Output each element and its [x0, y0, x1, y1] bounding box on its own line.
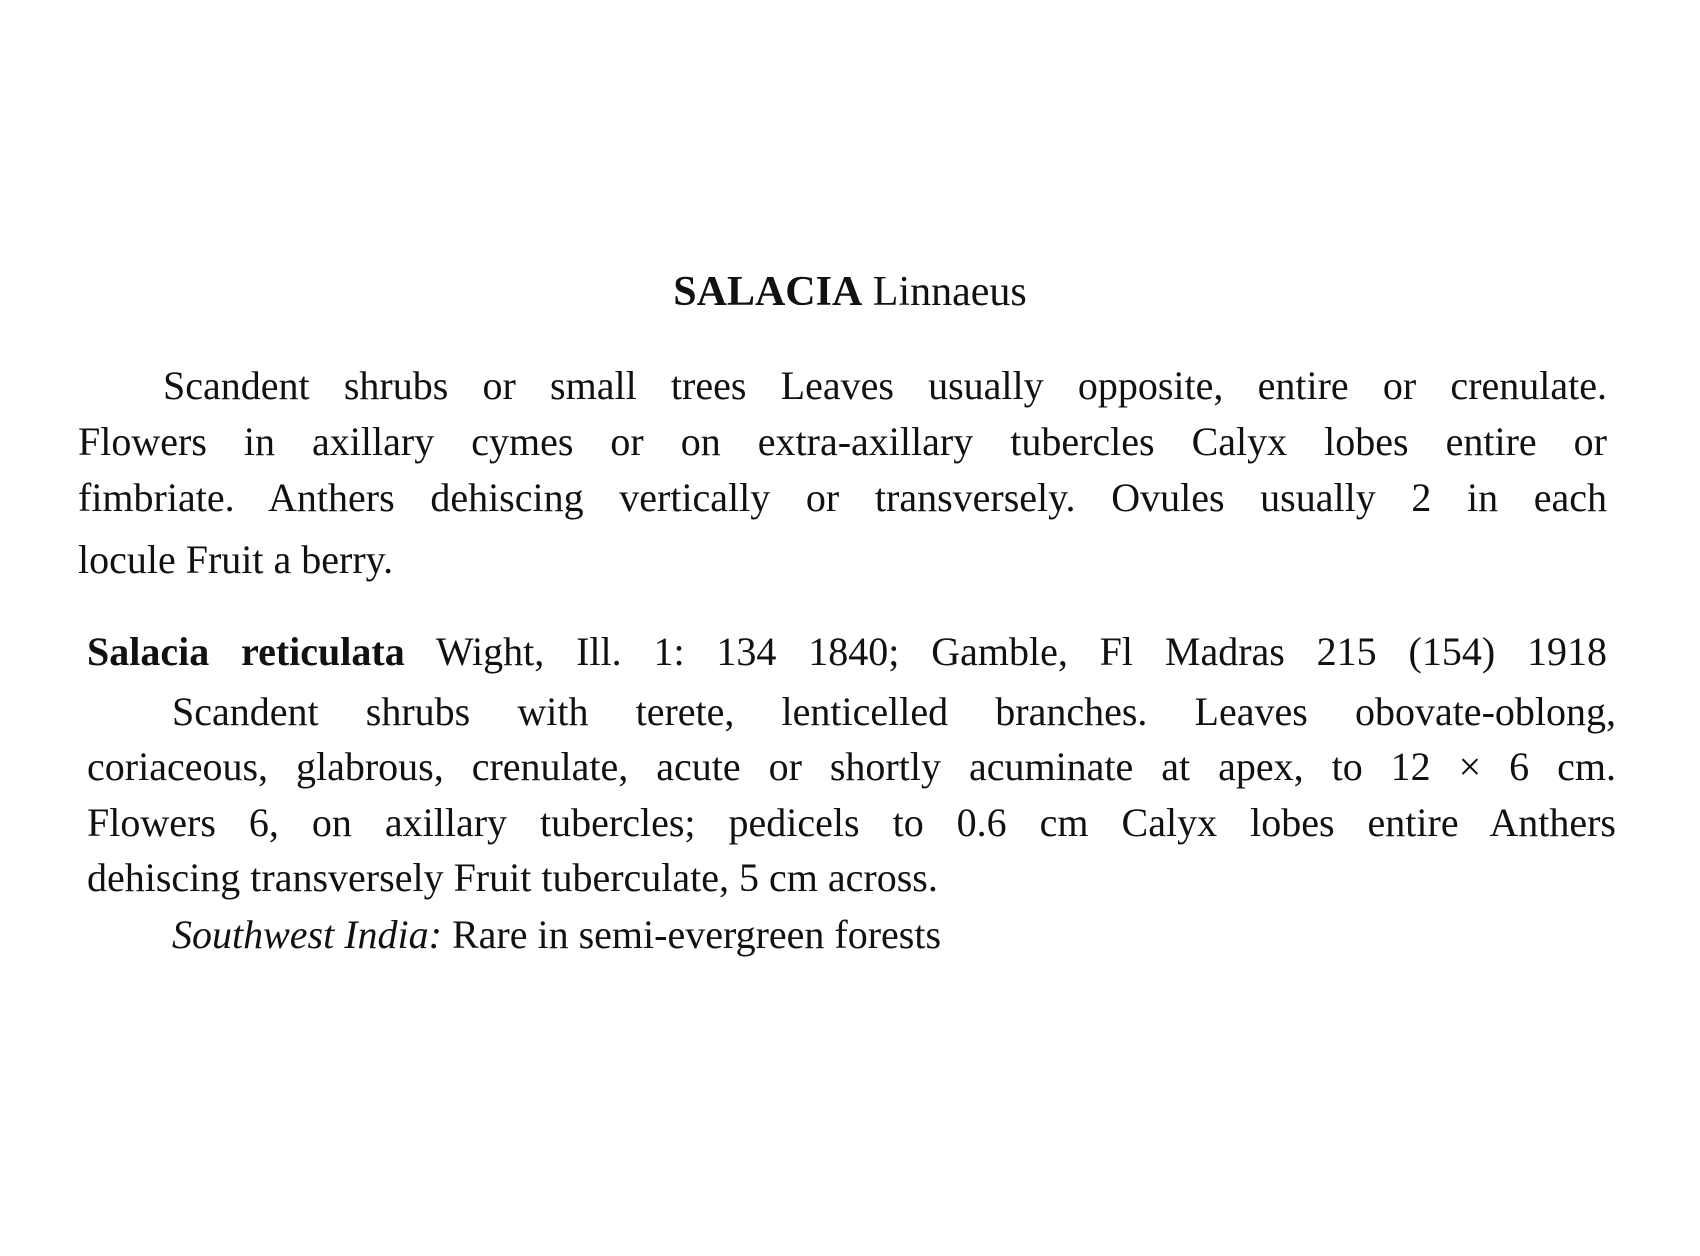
species-distribution — [172, 911, 941, 959]
species-description-line: dehiscing transversely Fruit tuberculate, 5 cm across. — [87, 855, 938, 900]
species-heading — [87, 628, 1607, 676]
genus-name: SALACIA — [673, 269, 863, 315]
genus-author: Linnaeus — [872, 269, 1027, 315]
distribution-note: Rare in semi-evergreen forests — [451, 912, 942, 957]
genus-description-line: locule Fruit a berry. — [78, 537, 394, 582]
species-description-line: coriaceous, glabrous, crenulate, acute or shortly acuminate at apex, to 12 × 6 cm. — [87, 744, 1616, 789]
species-citation: Wight, Ill. 1: 134 1840; Gamble, Fl Madras 215 (154) 1918 — [435, 629, 1608, 674]
genus-description-line: fimbriate. Anthers dehiscing vertically or transversely. Ovules usually 2 in each — [78, 475, 1607, 520]
genus-description-line: Scandent shrubs or small trees Leaves usually opposite, entire or crenulate. — [163, 363, 1607, 408]
species-name: Salacia reticulata — [87, 629, 405, 674]
species-description-line: Scandent shrubs with terete, lenticelled branches. Leaves obovate-oblong, — [172, 689, 1616, 734]
distribution-region: Southwest India: — [172, 912, 442, 957]
genus-description-line: Flowers in axillary cymes or on extra-axillary tubercles Calyx lobes entire or — [78, 419, 1607, 464]
genus-heading — [0, 268, 1700, 316]
species-description-line: Flowers 6, on axillary tubercles; pedicels to 0.6 cm Calyx lobes entire Anthers — [87, 800, 1616, 845]
